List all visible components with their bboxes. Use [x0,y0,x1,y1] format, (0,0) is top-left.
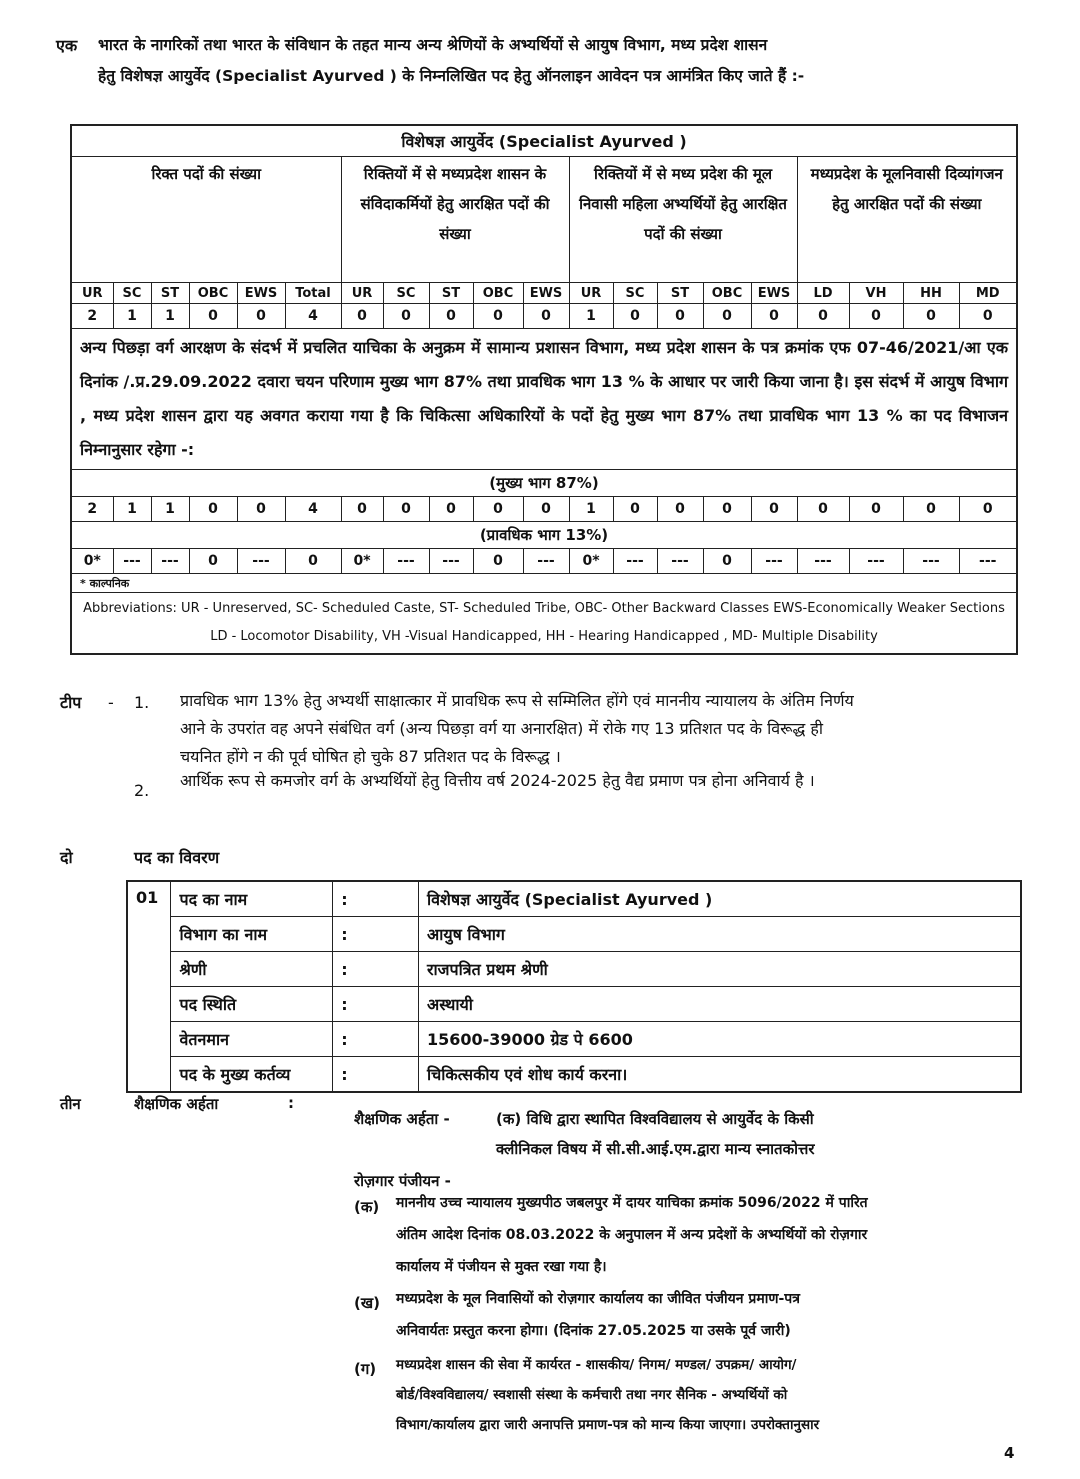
vacancy-value-cell-13: 0 [657,304,703,329]
provisional-part-cell-6: 0* [341,549,383,574]
main-part-cell-4: 0 [237,497,285,522]
provisional-part-cell-8: --- [429,549,473,574]
post-detail-value: राजपत्रित प्रथम श्रेणी [418,952,1021,987]
main-part-cell-7: 0 [383,497,429,522]
item-ga-line-1: मध्यप्रदेश शासन की सेवा में कार्यरत - शासकीय/ निगम/ मण्डल/ उपक्रम/ आयोग/ [396,1357,797,1373]
provisional-part-cell-1: --- [113,549,151,574]
vacancy-value-cell-19: 0 [959,304,1017,329]
post-detail-sep: : [333,1022,419,1057]
item-ga-line-3: विभाग/कार्यालय द्वारा जारी अनापत्ति प्रमाण-पत्र को मान्य किया जाएगा। उपरोक्तानुसार [396,1417,820,1433]
vacancy-value-cell-18: 0 [903,304,959,329]
vacancy-value-cell-4: 0 [237,304,285,329]
provisional-part-cell-19: --- [959,549,1017,574]
category-cell-7: SC [383,283,429,304]
post-detail-label: पद के मुख्य कर्तव्य [171,1057,333,1093]
tip-1-line-3: चयनित होंगे न की पूर्व घोषित हो चुके 87 प्रतिशत पद के विरूद्ध । [180,747,561,766]
post-detail-value: विशेषज्ञ आयुर्वेद (Specialist Ayurved ) [418,881,1021,917]
footnote-hypothetical: * काल्पनिक [71,574,1017,593]
abbreviations [71,593,1017,655]
category-cell-11: UR [569,283,613,304]
vacancy-value-cell-11: 1 [569,304,613,329]
vacancy-value-cell-17: 0 [849,304,903,329]
category-cell-1: SC [113,283,151,304]
item-ka-line-1: माननीय उच्च न्यायालय मुख्यपीठ जबलपुर में दायर याचिका क्रमांक 5096/2022 में पारित [396,1195,868,1211]
abbreviations-line-1: Abbreviations: UR - Unreserved, SC- Scheduled Caste, ST- Scheduled Tribe, OBC- Other Backward Classes EWS-Economically Weaker Sections [83,601,1005,616]
group-disabled-candidates: मध्यप्रदेश के मूलनिवासी दिव्यांगजन हेतु आरक्षित पदों की संख्या [797,157,1017,283]
provisional-part-cell-16: --- [797,549,849,574]
main-part-cell-9: 0 [473,497,523,522]
section-3-heading: शैक्षणिक अर्हता [134,1095,219,1113]
vacancy-value-cell-5: 4 [285,304,341,329]
tip-1-line-2: आने के उपरांत वह अपने संबंधित वर्ग (अन्य पिछड़ा वर्ग या अनारक्षित) में रोके गए 13 प्रतिशत पद के विरूद्ध ही [180,719,824,738]
provisional-part-values-row [71,549,1017,574]
provisional-part-cell-4: --- [237,549,285,574]
main-part-cell-15: 0 [751,497,797,522]
post-detail-value: अस्थायी [418,987,1021,1022]
item-ka-line-2: अंतिम आदेश दिनांक 08.03.2022 के अनुपालन में अन्य प्रदेशों के अभ्यर्थियों को रोज़गार [396,1227,868,1243]
post-detail-sep: : [333,881,419,917]
abbreviations-line-2: LD - Locomotor Disability, VH -Visual Handicapped, HH - Hearing Handicapped , MD- Multiple Disability [210,629,878,644]
vacancy-value-cell-15: 0 [751,304,797,329]
vacancy-value-cell-12: 0 [613,304,657,329]
main-part-cell-18: 0 [903,497,959,522]
category-cell-15: EWS [751,283,797,304]
tip-2-text: आर्थिक रूप से कमजोर वर्ग के अभ्यर्थियों हेतु वित्तीय वर्ष 2024-2025 हेतु वैद्य प्रमाण पत्र होना अनिवार्य है । [180,771,815,790]
category-cell-12: SC [613,283,657,304]
post-serial: 01 [127,881,171,1092]
provisional-part-cell-10: --- [523,549,569,574]
section-2-marker: दो [60,848,73,867]
category-cell-3: OBC [189,283,237,304]
provisional-part-cell-15: --- [751,549,797,574]
post-detail-label: श्रेणी [171,952,333,987]
main-part-cell-0: 2 [71,497,113,522]
provisional-part-cell-5: 0 [285,549,341,574]
item-ga-marker: (ग) [354,1360,377,1378]
main-part-cell-17: 0 [849,497,903,522]
post-detail-sep: : [333,917,419,952]
main-part-cell-5: 4 [285,497,341,522]
category-cell-17: VH [849,283,903,304]
item-kha-marker: (ख) [354,1294,380,1312]
qualification-line-2: क्लीनिकल विषय में सी.सी.आई.एम.द्वारा मान्य स्नातकोत्तर [496,1140,815,1158]
category-cell-14: OBC [703,283,751,304]
vacancy-values-row [71,304,1017,329]
item-kha-line-1: मध्यप्रदेश के मूल निवासियों को रोज़गार कार्यालय का जीवित पंजीयन प्रमाण-पत्र [396,1291,800,1307]
main-part-cell-12: 0 [613,497,657,522]
post-detail-label: वेतनमान [171,1022,333,1057]
vacancy-value-cell-10: 0 [523,304,569,329]
post-detail-value: आयुष विभाग [418,917,1021,952]
provisional-part-cell-2: --- [151,549,189,574]
provisional-part-cell-11: 0* [569,549,613,574]
main-part-cell-13: 0 [657,497,703,522]
vacancy-table [70,124,1018,655]
main-part-label: (मुख्य भाग 87%) [71,470,1017,497]
category-cell-16: LD [797,283,849,304]
provisional-part-cell-12: --- [613,549,657,574]
item-ga-line-2: बोर्ड/विश्वविद्यालय/ स्वशासी संस्था के कर्मचारी तथा नगर सैनिक - अभ्यर्थियों को [396,1387,788,1403]
category-cell-6: UR [341,283,383,304]
main-part-cell-10: 0 [523,497,569,522]
vacancy-value-cell-9: 0 [473,304,523,329]
intro-line-1: भारत के नागरिकों तथा भारत के संविधान के तहत मान्य अन्य श्रेणियों के अभ्यर्थियों से आयुष विभाग, मध्य प्रदेश शासन [98,36,768,54]
category-header-row [71,283,1017,304]
group-women-candidates: रिक्तियों में से मध्य प्रदेश की मूल निवासी महिला अभ्यर्थियों हेतु आरक्षित पदों की संख्या [569,157,797,283]
main-part-cell-6: 0 [341,497,383,522]
vacancy-value-cell-16: 0 [797,304,849,329]
main-part-cell-14: 0 [703,497,751,522]
post-detail-row [127,917,1021,952]
provisional-part-cell-0: 0* [71,549,113,574]
main-part-cell-8: 0 [429,497,473,522]
post-detail-row [127,881,1021,917]
tip-number-2: 2. [134,781,150,800]
category-cell-18: HH [903,283,959,304]
vacancy-value-cell-3: 0 [189,304,237,329]
page-number: 4 [1004,1444,1015,1462]
main-part-values-row [71,497,1017,522]
qualification-label: शैक्षणिक अर्हता - [354,1110,450,1128]
group-contract-employees: रिक्तियों में से मध्यप्रदेश शासन के संविदाकर्मियों हेतु आरक्षित पदों की संख्या [341,157,569,283]
category-cell-2: ST [151,283,189,304]
vacancy-value-cell-8: 0 [429,304,473,329]
obc-reservation-paragraph: अन्य पिछड़ा वर्ग आरक्षण के संदर्भ में प्रचलित याचिका के अनुक्रम में सामान्य प्रशासन विभाग, मध्य प्रदेश शासन के पत्र क्रमांक एफ 07-46/2021/आ एक दिनांक /.प्र.29.09.2022 दवारा चयन परिणाम मुख्य भाग 87% तथा प्रावधिक भाग 13 % के आधार पर जारी किया जाना है। इस संदर्भ में आयुष विभाग , मध्य प्रदेश शासन द्वारा यह अवगत कराया गया है कि चिकित्सा अधिकारियों के पदों हेतु मुख्य भाग 87% तथा प्रावधिक भाग 13 % का पद विभाजन निम्नानुसार रहेगा -: [71,329,1017,470]
tip-label: टीप [60,693,82,712]
vacancy-value-cell-2: 1 [151,304,189,329]
provisional-part-cell-14: 0 [703,549,751,574]
provisional-part-cell-13: --- [657,549,703,574]
post-detail-sep: : [333,952,419,987]
category-cell-10: EWS [523,283,569,304]
post-detail-sep: : [333,987,419,1022]
provisional-part-cell-17: --- [849,549,903,574]
post-detail-row [127,1022,1021,1057]
group-total-vacancies: रिक्त पदों की संख्या [71,157,341,283]
post-detail-row [127,952,1021,987]
vacancy-value-cell-6: 0 [341,304,383,329]
category-cell-5: Total [285,283,341,304]
section-2-heading: पद का विवरण [134,848,220,867]
provisional-part-cell-3: 0 [189,549,237,574]
tip-dash: - [108,693,114,712]
provisional-part-label: (प्रावधिक भाग 13%) [71,522,1017,549]
category-cell-19: MD [959,283,1017,304]
item-kha-line-2: अनिवार्यतः प्रस्तुत करना होगा। (दिनांक 27.05.2025 या उसके पूर्व जारी) [396,1323,791,1339]
section-3-colon: : [288,1094,294,1112]
intro-marker: एक [56,36,78,55]
qualification-line-1: (क) विधि द्वारा स्थापित विश्वविद्यालय से आयुर्वेद के किसी [496,1110,814,1128]
post-detail-label: पद स्थिति [171,987,333,1022]
vacancy-value-cell-14: 0 [703,304,751,329]
main-part-cell-16: 0 [797,497,849,522]
vacancy-value-cell-0: 2 [71,304,113,329]
vacancy-value-cell-1: 1 [113,304,151,329]
main-part-cell-11: 1 [569,497,613,522]
main-part-cell-19: 0 [959,497,1017,522]
vacancy-title: विशेषज्ञ आयुर्वेद (Specialist Ayurved ) [71,125,1017,157]
main-part-cell-1: 1 [113,497,151,522]
post-detail-label: पद का नाम [171,881,333,917]
category-cell-0: UR [71,283,113,304]
category-cell-9: OBC [473,283,523,304]
category-cell-13: ST [657,283,703,304]
post-detail-value: चिकित्सकीय एवं शोध कार्य करना। [418,1057,1021,1093]
main-part-cell-2: 1 [151,497,189,522]
provisional-part-cell-18: --- [903,549,959,574]
employment-registration-label: रोज़गार पंजीयन - [354,1172,451,1190]
post-detail-sep: : [333,1057,419,1093]
section-3-marker: तीन [60,1095,81,1113]
provisional-part-cell-9: 0 [473,549,523,574]
post-detail-value: 15600-39000 ग्रेड पे 6600 [418,1022,1021,1057]
post-detail-row [127,1057,1021,1093]
vacancy-value-cell-7: 0 [383,304,429,329]
post-detail-row [127,987,1021,1022]
item-ka-line-3: कार्यालय में पंजीयन से मुक्त रखा गया है। [396,1259,607,1275]
tip-number-1: 1. [134,693,150,712]
category-cell-8: ST [429,283,473,304]
tip-1-line-1: प्रावधिक भाग 13% हेतु अभ्यर्थी साक्षात्कार में प्रावधिक रूप से सम्मिलित होंगे एवं माननीय न्यायालय के अंतिम निर्णय [180,691,854,710]
post-details-table [126,880,1022,1093]
category-cell-4: EWS [237,283,285,304]
intro-line-2: हेतु विशेषज्ञ आयुर्वेद (Specialist Ayurved ) के निम्नलिखित पद हेतु ऑनलाइन आवेदन पत्र आमंत्रित किए जाते हैं :- [98,67,805,85]
provisional-part-cell-7: --- [383,549,429,574]
item-ka-marker: (क) [354,1198,380,1216]
main-part-cell-3: 0 [189,497,237,522]
post-detail-label: विभाग का नाम [171,917,333,952]
